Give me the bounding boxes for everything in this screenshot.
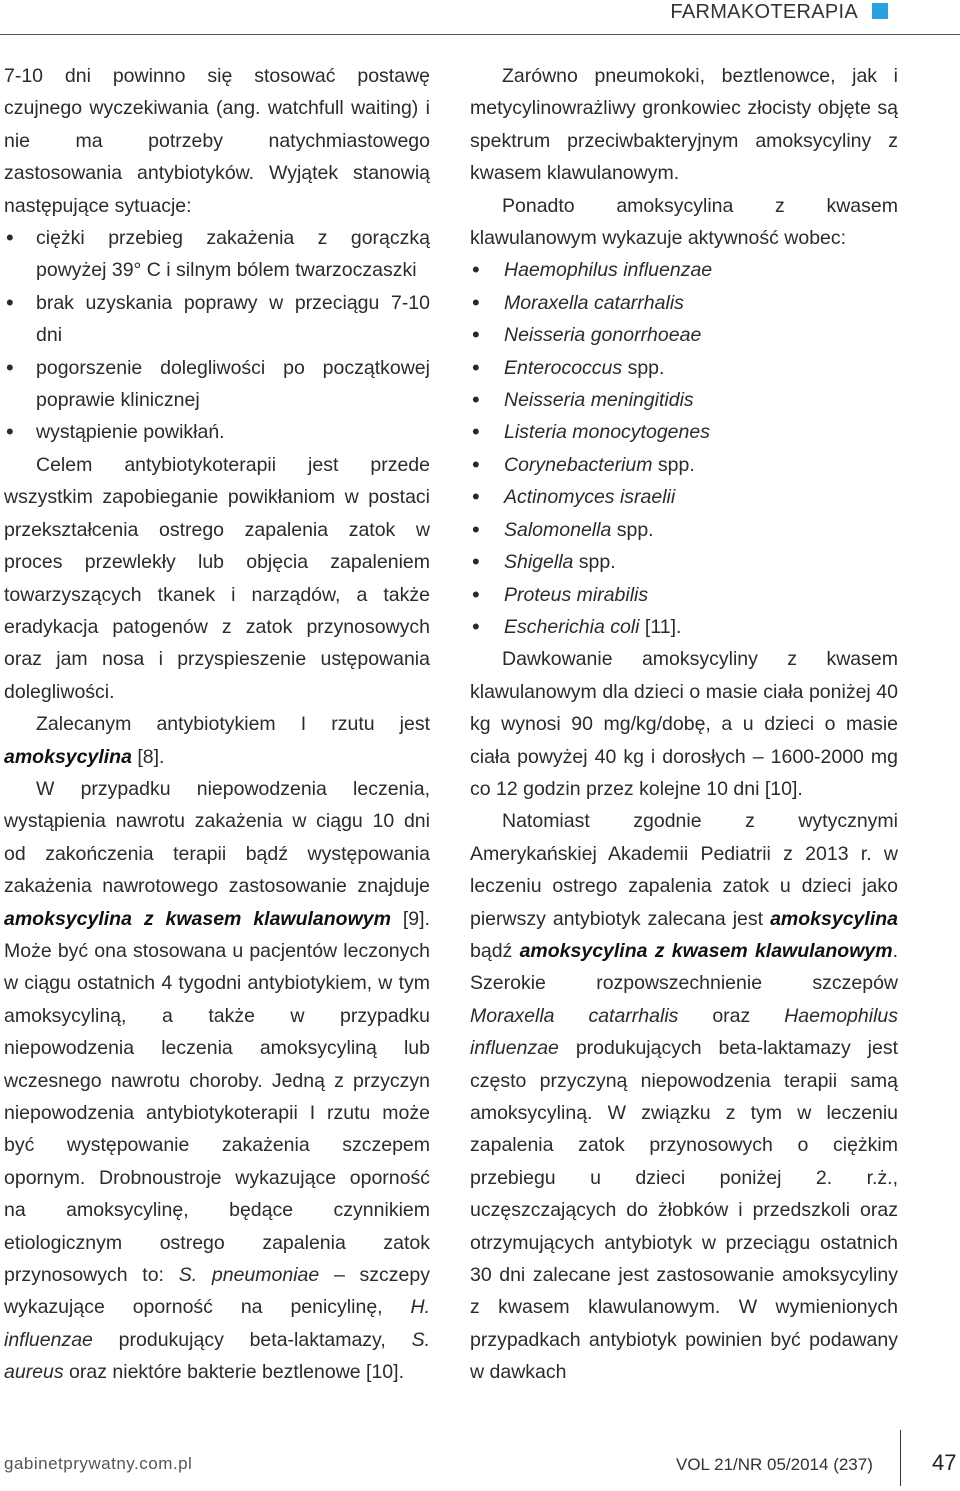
list-item [470,481,898,513]
text-run: [11]. [639,615,682,638]
drug-name: amoksycylina [4,745,132,768]
species-name: Proteus mirabilis [504,583,649,606]
left-paragraph-3 [4,708,430,773]
text-run: [8]. [131,745,165,768]
left-paragraph-2: Celem antybiotykoterapii jest przede wszystkim zapobieganie powikłaniom w postaci przekształcenia ostrego zapalenia zatok w proces przewlekły lub objęcia zapaleniem towarzyszących tkanek i narządów, a także eradykacja patogenów z zatok przynosowych oraz jam nosa i przyspieszenie ustępowania dolegliwości. [4,453,430,703]
species-name: H. influenzae [4,1296,430,1351]
right-paragraph-2: Ponadto amoksycylina z kwasem klawulanowym wykazuje aktywność wobec: [470,194,898,250]
list-item [470,514,898,546]
species-name: Corynebacterium [504,453,653,476]
footer-divider [900,1430,901,1486]
drug-name: amoksycylina z kwasem klawulanowym [519,939,893,962]
text-run: – szczepy wykazujące oporność na penicylinę, [4,1264,430,1319]
list-item: • ciężki przebieg zakażenia z gorączką powyżej 39° C i silnym bólem twarzoczaszki [4,222,430,287]
left-paragraph-4 [4,773,430,1389]
species-name: Moraxella catarrhalis [470,1004,679,1027]
text-run: spp. [611,518,654,541]
conditions-list [4,222,430,449]
list-item [470,579,898,611]
list-item: • wystąpienie powikłań. [4,416,430,448]
list-item [470,449,898,481]
list-item [470,319,898,351]
drug-name: amoksycylina z kwasem klawulanowym [4,907,391,930]
species-name: Moraxella catarrhalis [504,291,684,314]
right-paragraph-4 [470,805,898,1388]
page-header [0,0,960,34]
list-item [470,254,898,286]
volume-info: VOL 21/NR 05/2014 (237) [676,1455,873,1474]
organism-list [470,254,898,643]
species-name: Escherichia coli [504,615,640,638]
species-name: Salomonella [504,518,612,541]
text-run: oraz niektóre bakterie beztlenowe [10]. [63,1361,404,1384]
text-run: spp. [622,356,665,379]
species-name: S. aureus [4,1328,430,1384]
species-name: Enterococcus [504,356,623,379]
list-item: • brak uzyskania poprawy w przeciągu 7-10 dni [4,287,430,352]
species-name: Actinomyces israelii [504,486,676,509]
list-item: • pogorszenie dolegliwości po początkowej poprawie klinicznej [4,352,430,417]
page-number: 47 [932,1450,957,1475]
list-item [470,546,898,578]
text-run: Zalecanym antybiotykiem I rzutu jest [36,713,430,736]
species-name: Shigella [504,551,574,574]
left-column [4,60,430,1389]
page-footer [0,1430,960,1491]
drug-name: amoksycylina [770,907,898,930]
right-paragraph-3: Dawkowanie amoksycyliny z kwasem klawulanowym dla dzieci o masie ciała poniżej 40 kg wynosi 90 mg/kg/dobę, a u dzieci o masie ciała powyżej 40 kg i dorosłych – 1600-2000 mg co 12 godzin przez kolejne 10 dni [10]. [470,648,898,800]
left-paragraph-1: 7-10 dni powinno się stosować postawę czujnego wyczekiwania (ang. watchfull waiting) i nie ma potrzeby natychmiastowego zastosowania antybiotyków. Wyjątek stanowią następujące sytuacje: [4,65,430,217]
species-name: Haemophilus influenzae [470,1004,898,1060]
list-item [470,416,898,448]
list-item [470,611,898,643]
right-paragraph-1: Zarówno pneumokoki, beztlenowce, jak i metycylinowrażliwy gronkowiec złocisty objęte są spektrum przeciwbakteryjnym amoksycyliny z kwasem klawulanowym. [470,65,898,185]
species-name: Neisseria meningitidis [504,389,694,412]
text-run: . Szerokie rozpowszechnienie szczepów [470,939,898,995]
site-url[interactable]: gabinetprywatny.com.pl [4,1454,193,1473]
species-name: Haemophilus influenzae [504,259,713,282]
text-run: spp. [652,453,695,476]
species-name: Neisseria gonorrhoeae [504,324,702,347]
species-name: Listeria monocytogenes [504,421,710,444]
list-item [470,384,898,416]
accent-square-icon [872,3,888,19]
text-run: oraz [678,1004,785,1027]
text-run: produkujący beta-laktamazy, [92,1328,412,1351]
text-run: spp. [573,551,616,574]
right-column [470,60,898,1389]
text-run: [9]. Może być ona stosowana u pacjentów leczonych w ciągu ostatnich 4 tygodni antybiotykiem, w tym amoksycyliną, a także w przypadku niepowodzenia leczenia amoksycyliną lub wczesnego nawrotu choroby. Jedną z przyczyn niepowodzenia antybiotykoterapii I rzutu może być występowanie zakażenia szczepem opornym. Drobnoustroje wykazujące oporność na amoksycylinę, będące czynnikiem etiologicznym ostrego zapalenia zatok przynosowych to: [4,907,430,1287]
list-item [470,352,898,384]
header-rule [0,34,960,35]
list-item [470,287,898,319]
text-run: bądź [470,939,520,962]
text-run: W przypadku niepowodzenia leczenia, wystąpienia nawrotu zakażenia w ciągu 10 dni od zakończenia terapii bądź występowania zakażenia nawrotowego zastosowanie znajduje [4,777,430,898]
section-label: FARMAKOTERAPIA [670,1,858,23]
species-name: S. pneumoniae [178,1264,320,1287]
text-run: Natomiast zgodnie z wytycznymi Amerykańskiej Akademii Pediatrii z 2013 r. w leczeniu ostrego zapalenia zatok u dzieci jako pierwszy antybiotyk zalecana jest [470,810,898,930]
text-run: produkujących beta-laktamazy jest często przyczyną niepowodzenia terapii samą amoksycyliną. W związku z tym w leczeniu zapalenia zatok przynosowych o ciężkim przebiegu u dzieci poniżej 2. r.ż., uczęszczających do żłobków i przedszkoli oraz otrzymujących antybiotyk w przeciągu ostatnich 30 dni zalecane jest zastosowanie amoksycyliny z kwasem klawulanowym. W wymienionych przypadkach antybiotyk powinien być podawany w dawkach [470,1037,898,1384]
